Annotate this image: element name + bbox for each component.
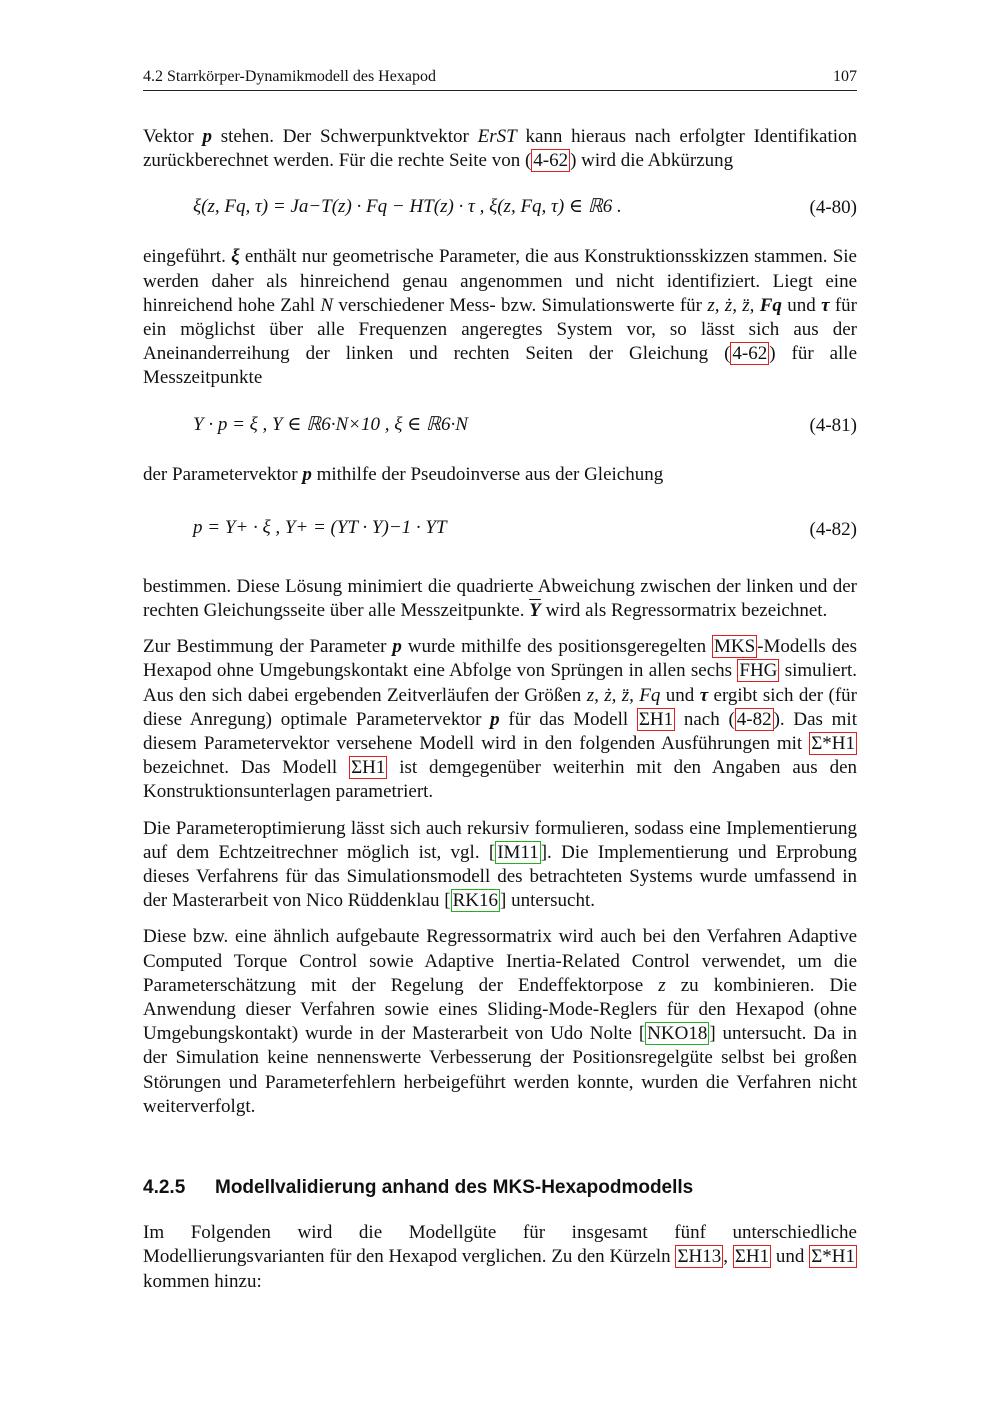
- equation-body: ξ(z, Fq, τ) = Ja−T(z) · Fq − HT(z) · τ , ξ(z, Fq, τ) ∈ ℝ6 .: [193, 196, 622, 218]
- section-heading: [143, 1177, 857, 1199]
- paragraph-8: Im Folgenden wird die Modellgüte für insgesamt fünf unterschiedliche Modellierungsvarianten für den Hexapod verglichen. Zu den Kürzeln ΣH13 , ΣH1 und Σ*H1 kommen hinzu:: [143, 1222, 857, 1292]
- paragraph-3: der Parametervektor p mithilfe der Pseudoinverse aus der Gleichung: [143, 463, 664, 485]
- page-number: 107: [833, 68, 857, 85]
- equation-4-82: [143, 499, 857, 563]
- paragraph-6: Die Parameteroptimierung lässt sich auch rekursiv formulieren, sodass eine Implementierung auf dem Echtzeitrechner möglich ist, vgl. [ IM11 ]. Die Implementierung und Erprobung dieses Verfahrens für das Simulationsmodell des betrachteten Systems wurde umfassend in der Masterarbeit von Nico Rüddenklau [ RK16 ] untersucht.: [143, 817, 857, 912]
- paragraph-2: eingeführt. ξ enthält nur geometrische Parameter, die aus Konstruktionsskizzen stammen. Sie werden daher als hinreichend genau angenommen und nicht identifiziert. Liegt eine hinreichend hohe Zahl N verschiedener Mess- bzw. Simulationswerte für z, ż, z̈, Fq und τ für ein möglichst über alle Frequenzen angeregtes System vor, so lässt sich aus der Aneinanderreihung der linken und rechten Seiten der Gleichung ( 4-62 ) für alle Messzeitpunkte: [143, 246, 858, 389]
- eq-ref-4-62[interactable]: 4-62: [732, 343, 768, 365]
- section-title: Modellvalidierung anhand des MKS-Hexapodmodells: [215, 1177, 694, 1199]
- paragraph-7: Diese bzw. eine ähnlich aufgebaute Regressormatrix wird auch bei den Verfahren Adaptive Computed Torque Control sowie Adaptive Inertia-Related Control verwendet, um die Parameterschätzung mit der Regelung der Endeffektorpose z zu kombinieren. Die Anwendung dieser Verfahren sowie eines Sliding-Mode-Reglers für den Hexapod (ohne Umgebungskontakt) wurde in der Masterarbeit von Udo Nolte [ NKO18 ] untersucht. Da in der Simulation keine nennenswerte Verbesserung der Positionsregelgüte selbst bei großen Störungen und Parameterfehlern herbeigeführt werden konnte, wurden die Verfahren nicht weiterverfolgt.: [143, 926, 858, 1117]
- equation-body: p = Y+ · ξ , Y+ = (YT · Y)−1 · YT: [193, 516, 447, 538]
- model-sigma-h13[interactable]: ΣH13: [677, 1246, 722, 1268]
- paragraph-5: Zur Bestimmung der Parameter p wurde mithilfe des positionsgeregelten MKS -Modells des Hexapod ohne Umgebungskontakt eine Abfolge von Sprüngen in allen sechs FHG simuliert. Aus den sich dabei ergebenden Zeitverläufen der Größen z, ż, z̈, Fq und τ ergibt sich der (für diese Anregung) optimale Parametervektor p für das Modell ΣH1 nach ( 4-82 ). Das mit diesem Parametervektor versehene Modell wird in den folgenden Ausführungen mit Σ*H1 bezeichnet. Das Modell ΣH1 ist demgegenüber weiterhin mit den Angaben aus den Konstruktionsunterlagen parametriert.: [143, 636, 857, 803]
- model-sigma-h1[interactable]: ΣH1: [734, 1246, 770, 1268]
- running-header: [143, 68, 857, 91]
- equation-number: (4-82): [809, 518, 857, 540]
- symbol-e-r-st: ErST: [477, 126, 517, 147]
- header-section-title: 4.2 Starrkörper-Dynamikmodell des Hexapod: [143, 68, 436, 85]
- model-sigma-h1[interactable]: ΣH1: [638, 708, 674, 730]
- model-sigma-h1-star[interactable]: Σ*H1: [811, 1246, 856, 1268]
- equation-4-81: [143, 403, 857, 451]
- eq-ref-4-82[interactable]: 4-82: [736, 708, 772, 730]
- acronym-mks[interactable]: MKS: [713, 636, 756, 658]
- citation-rk16[interactable]: RK16: [452, 890, 499, 912]
- equation-4-80: [143, 185, 857, 233]
- section-number: 4.2.5: [143, 1177, 186, 1199]
- model-sigma-h1[interactable]: ΣH1: [351, 757, 386, 779]
- eq-ref-4-62[interactable]: 4-62: [533, 150, 569, 172]
- equation-number: (4-81): [809, 414, 857, 436]
- acronym-fhg[interactable]: FHG: [739, 660, 778, 682]
- equation-number: (4-80): [809, 197, 857, 219]
- paragraph-4: bestimmen. Diese Lösung minimiert die quadrierte Abweichung zwischen der linken und der rechten Gleichungsseite über alle Messzeitpunkte. $\overline{Y}$ wird als Regressormatrix bezeichnet.: [143, 575, 857, 622]
- citation-nko18[interactable]: NKO18: [647, 1023, 708, 1045]
- citation-im11[interactable]: IM11: [497, 841, 539, 863]
- model-sigma-h1-star[interactable]: Σ*H1: [811, 733, 855, 755]
- paragraph-1: Vektor p stehen. Der Schwerpunktvektor ErST kann hieraus nach erfolgter Identifikation zurückberechnet werden. Für die rechte Seite von ( 4-62 ) wird die Abkürzung: [143, 126, 858, 172]
- equation-body: Y · p = ξ , Y ∈ ℝ6·N×10 , ξ ∈ ℝ6·N: [193, 413, 468, 435]
- page-body: [143, 125, 857, 1306]
